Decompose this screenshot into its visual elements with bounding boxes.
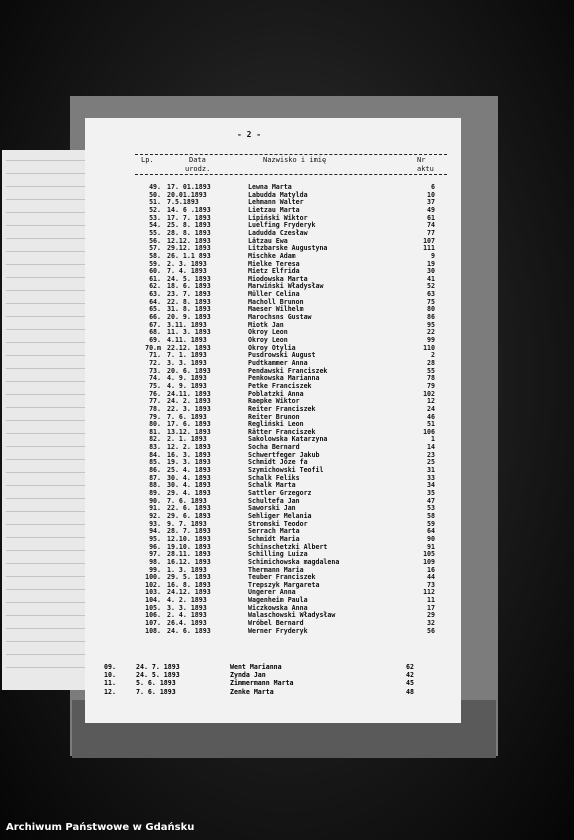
cell-akt: 42 (406, 671, 414, 680)
cell-date: 26. 1.1 893 (167, 251, 211, 260)
cell-name: Marochsns Gustaw (248, 313, 312, 322)
cell-name: Sattler Grzegorz (248, 489, 312, 497)
header-akt: Nr (417, 156, 426, 164)
cell-date: 28.11. 1893 (167, 550, 211, 559)
cell-date: 3. 3. 1893 (167, 603, 207, 612)
cell-akt: 86 (427, 313, 435, 322)
header-rule-bottom (135, 174, 447, 175)
cell-name: Pudtkammer Anna (248, 358, 308, 367)
cell-lp: 96. (149, 542, 161, 551)
cell-date: 22. 6. 1893 (167, 504, 211, 513)
table-row (85, 230, 461, 237)
cell-date: 24.12. 1893 (167, 588, 211, 597)
cell-lp: 94. (149, 527, 161, 536)
cell-date: 16.12. 1893 (167, 557, 211, 566)
cell-lp: 90. (149, 496, 161, 505)
header-akt-2: aktu (417, 165, 434, 173)
cell-date: 24. 7. 1893 (136, 663, 180, 671)
cell-date: 30. 4. 1893 (167, 473, 211, 482)
cell-akt: 25 (427, 458, 435, 467)
cell-name: Schimichowska magdalena (248, 557, 340, 566)
table-row (85, 406, 461, 413)
table-row (85, 314, 461, 321)
cell-lp: 72. (149, 358, 161, 367)
cell-akt: 75 (427, 297, 435, 306)
cell-name: Walaschowski Władysław (248, 611, 336, 620)
cell-lp: 49. (149, 183, 161, 191)
cell-lp: 103. (145, 588, 161, 597)
cell-akt: 6 (431, 183, 435, 191)
cell-date: 17. 7. 1893 (167, 213, 211, 222)
cell-name: Saworski Jan (248, 504, 296, 513)
cell-akt: 95 (427, 320, 435, 329)
cell-date: 25. 8. 1893 (167, 221, 211, 230)
cell-akt: 55 (427, 366, 435, 375)
cell-name: Wagenheim Paula (248, 596, 308, 605)
cell-date: 28. 7. 1893 (167, 527, 211, 536)
cell-name: Socha Bernard (248, 443, 300, 452)
cell-name: Sakolowska Katarzyna (248, 435, 328, 444)
cell-name: Okroy Otylia (248, 343, 296, 352)
cell-akt: 62 (406, 663, 414, 671)
cell-lp: 61. (149, 274, 161, 283)
cell-date: 22.12. 1893 (167, 343, 211, 352)
cell-lp: 58. (149, 251, 161, 260)
cell-date: 20.01.1893 (167, 190, 207, 199)
cell-akt: 45 (406, 679, 414, 688)
cell-akt: 79 (427, 381, 435, 390)
cell-name: Mietz Elfrida (248, 267, 300, 276)
cell-lp: 105. (145, 603, 161, 612)
cell-akt: 37 (427, 198, 435, 207)
cell-date: 26.4. 1893 (167, 619, 207, 628)
cell-lp: 75. (149, 381, 161, 390)
cell-akt: 58 (427, 511, 435, 520)
cell-akt: 102 (423, 389, 435, 398)
cell-lp: 97. (149, 550, 161, 559)
cell-date: 29. 6. 1893 (167, 511, 211, 520)
header-lp: Lp. (141, 156, 154, 164)
cell-akt: 107 (423, 236, 435, 245)
cell-lp: 11. (104, 679, 116, 688)
cell-lp: 57. (149, 244, 161, 253)
cell-date: 22. 8. 1893 (167, 297, 211, 306)
cell-akt: 29 (427, 611, 435, 620)
cell-date: 20. 6. 1893 (167, 366, 211, 375)
cell-lp: 102. (145, 580, 161, 589)
cell-lp: 56. (149, 236, 161, 245)
header-name: Nazwisko i imię (263, 156, 327, 164)
cell-name: Poblatzki Anna (248, 389, 304, 398)
cell-lp: 99. (149, 565, 161, 574)
cell-name: Okroy Leon (248, 336, 288, 344)
cell-date: 3. 3. 1893 (167, 358, 207, 367)
header-date: Data (189, 156, 206, 164)
table-row (104, 689, 424, 696)
cell-date: 7. 6. 1893 (167, 496, 207, 505)
cell-date: 13.12. 1893 (167, 427, 211, 436)
cell-lp: 69. (149, 336, 161, 344)
cell-date: 11. 3. 1893 (167, 328, 211, 337)
cell-akt: 16 (427, 565, 435, 574)
cell-lp: 59. (149, 259, 161, 268)
cell-lp: 76. (149, 389, 161, 398)
cell-date: 12.10. 1893 (167, 534, 211, 543)
cell-date: 24. 6. 1893 (167, 626, 211, 635)
cell-name: Pendawski Franciszek (248, 366, 328, 375)
table-row (85, 490, 461, 497)
table-row (85, 253, 461, 260)
table-row (104, 680, 424, 687)
cell-lp: 67. (149, 320, 161, 329)
cell-lp: 80. (149, 420, 161, 429)
cell-date: 19. 3. 1893 (167, 458, 211, 467)
cell-date: 12. 2. 1893 (167, 443, 211, 452)
cell-akt: 110 (423, 343, 435, 352)
cell-date: 24. 2. 1893 (167, 397, 211, 406)
cell-akt: 24 (427, 404, 435, 413)
cell-lp: 50. (149, 190, 161, 199)
cell-name: Schalk Feliks (248, 473, 300, 482)
cell-name: Mielke Teresa (248, 259, 300, 268)
cell-name: Raepke Wiktor (248, 397, 300, 406)
cell-lp: 53. (149, 213, 161, 222)
cell-date: 1. 3. 1893 (167, 565, 207, 574)
cell-akt: 30 (427, 267, 435, 276)
cell-akt: 64 (427, 527, 435, 536)
cell-akt: 35 (427, 489, 435, 497)
header-date-2: urodz. (185, 165, 211, 173)
cell-akt: 32 (427, 619, 435, 628)
cell-akt: 28 (427, 358, 435, 367)
cell-name: Miotk Jan (248, 320, 284, 329)
cell-lp: 88. (149, 481, 161, 490)
cell-date: 24. 5. 1893 (167, 274, 211, 283)
cell-lp: 82. (149, 435, 161, 444)
cell-name: Lipiński Wiktor (248, 213, 308, 222)
cell-name: Ungerer Anna (248, 588, 296, 597)
cell-akt: 106 (423, 427, 435, 436)
cell-lp: 71. (149, 351, 161, 360)
cell-name: Werner Fryderyk (248, 626, 308, 635)
cell-date: 3.11. 1893 (167, 320, 207, 329)
cell-akt: 56 (427, 626, 435, 635)
cell-akt: 112 (423, 588, 435, 597)
cell-date: 24.11. 1893 (167, 389, 211, 398)
cell-name: Maeser Wilhelm (248, 305, 304, 314)
cell-date: 2. 3. 1893 (167, 259, 207, 268)
cell-lp: 63. (149, 290, 161, 299)
cell-lp: 85. (149, 458, 161, 467)
cell-lp: 89. (149, 489, 161, 497)
cell-date: 7.5.1893 (167, 198, 199, 207)
cell-lp: 09. (104, 663, 116, 671)
cell-lp: 12. (104, 687, 116, 696)
cell-name: Serrach Marta (248, 527, 300, 536)
cell-lp: 66. (149, 313, 161, 322)
cell-name: Schilling Luiza (248, 550, 308, 559)
cell-name: Lehmann Walter (248, 198, 304, 207)
cell-name: Trepszyk Margareta (248, 580, 320, 589)
cell-lp: 100. (145, 573, 161, 582)
cell-lp: 73. (149, 366, 161, 375)
cell-name: Penkowska Marianna (248, 374, 320, 383)
cell-date: 4.11. 1893 (167, 336, 207, 344)
cell-lp: 62. (149, 282, 161, 291)
cell-name: Sehliger Melania (248, 511, 312, 520)
cell-akt: 41 (427, 274, 435, 283)
cell-akt: 10 (427, 190, 435, 199)
cell-lp: 51. (149, 198, 161, 207)
cell-akt: 34 (427, 481, 435, 490)
table-row (104, 672, 424, 679)
cell-akt: 111 (423, 244, 435, 253)
table-row (85, 559, 461, 566)
cell-lp: 106. (145, 611, 161, 620)
cell-lp: 65. (149, 305, 161, 314)
cell-name: Schwertfeger Jakub (248, 450, 320, 459)
cell-date: 22. 3. 1893 (167, 404, 211, 413)
cell-akt: 51 (427, 420, 435, 429)
cell-name: Went Marianna (230, 663, 282, 671)
cell-akt: 1 (431, 435, 435, 444)
cell-lp: 81. (149, 427, 161, 436)
cell-akt: 90 (427, 534, 435, 543)
cell-date: 31. 8. 1893 (167, 305, 211, 314)
cell-akt: 31 (427, 466, 435, 475)
cell-name: Litzbarske Augustyna (248, 244, 328, 253)
cell-akt: 105 (423, 550, 435, 559)
cell-akt: 61 (427, 213, 435, 222)
cell-date: 28. 8. 1893 (167, 228, 211, 237)
table-row (85, 184, 461, 191)
cell-name: Rätter Franciszek (248, 427, 316, 436)
cell-name: Reiter Brunon (248, 412, 300, 421)
cell-lp: 64. (149, 297, 161, 306)
cell-date: 16. 3. 1893 (167, 450, 211, 459)
cell-name: Reiter Franciszek (248, 404, 316, 413)
cell-date: 9. 7. 1893 (167, 519, 207, 528)
cell-akt: 33 (427, 473, 435, 482)
cell-akt: 109 (423, 557, 435, 566)
cell-lp: 55. (149, 228, 161, 237)
cell-name: Ladudda Czesław (248, 228, 308, 237)
cell-name: Zynda Jan (230, 671, 266, 680)
cell-lp: 78. (149, 404, 161, 413)
cell-date: 7. 6. 1893 (167, 412, 207, 421)
cell-name: Thermann Maria (248, 565, 304, 574)
table-row (85, 207, 461, 214)
cell-name: Zenke Marta (230, 687, 274, 696)
cell-date: 4. 2. 1893 (167, 596, 207, 605)
cell-name: Schultefa Jan (248, 496, 300, 505)
cell-name: Macholl Brunon (248, 297, 304, 306)
table-row (85, 536, 461, 543)
cell-name: Teuber Franciszek (248, 573, 316, 582)
cell-lp: 92. (149, 511, 161, 520)
cell-name: Regliński Leon (248, 420, 304, 429)
cell-lp: 95. (149, 534, 161, 543)
cell-date: 7. 6. 1893 (136, 687, 176, 696)
table-row (85, 467, 461, 474)
cell-lp: 77. (149, 397, 161, 406)
cell-akt: 22 (427, 328, 435, 337)
cell-date: 7. 1. 1893 (167, 351, 207, 360)
cell-akt: 11 (427, 596, 435, 605)
table-row (85, 628, 461, 635)
document-page (85, 118, 461, 723)
cell-akt: 19 (427, 259, 435, 268)
cell-akt: 52 (427, 282, 435, 291)
cell-akt: 23 (427, 450, 435, 459)
cell-lp: 83. (149, 443, 161, 452)
cell-name: Mischke Adam (248, 251, 296, 260)
cell-lp: 10. (104, 671, 116, 680)
cell-akt: 91 (427, 542, 435, 551)
cell-name: Lewna Marta (248, 183, 292, 191)
cell-date: 5. 6. 1893 (136, 679, 176, 688)
cell-akt: 63 (427, 290, 435, 299)
cell-name: Lietzau Marta (248, 205, 300, 214)
cell-date: 25. 4. 1893 (167, 466, 211, 475)
cell-date: 4. 9. 1893 (167, 374, 207, 383)
cell-lp: 54. (149, 221, 161, 230)
table-row (85, 513, 461, 520)
cell-lp: 68. (149, 328, 161, 337)
cell-name: Schmidt Józe fa (248, 458, 308, 467)
cell-akt: 46 (427, 412, 435, 421)
cell-name: Labudda Matylda (248, 190, 308, 199)
cell-name: Stromski Teodor (248, 519, 308, 528)
cell-akt: 48 (406, 687, 414, 696)
cell-date: 4. 9. 1893 (167, 381, 207, 390)
cell-date: 29. 5. 1893 (167, 573, 211, 582)
cell-date: 30. 4. 1893 (167, 481, 211, 490)
cell-name: Wróbel Bernard (248, 619, 304, 628)
archive-label: Archiwum Państwowe w Gdańsku (6, 822, 195, 833)
cell-name: Szymichowski Teofil (248, 466, 324, 475)
cell-date: 19.10. 1893 (167, 542, 211, 551)
cell-name: Marwiński Władysław (248, 282, 324, 291)
cell-lp: 60. (149, 267, 161, 276)
table-row (85, 383, 461, 390)
cell-lp: 70.m (145, 343, 161, 352)
cell-akt: 49 (427, 205, 435, 214)
cell-akt: 73 (427, 580, 435, 589)
cell-date: 18. 6. 1893 (167, 282, 211, 291)
cell-lp: 98. (149, 557, 161, 566)
cell-name: Schmidt Maria (248, 534, 300, 543)
cell-akt: 80 (427, 305, 435, 314)
cell-lp: 79. (149, 412, 161, 421)
cell-date: 23. 7. 1893 (167, 290, 211, 299)
cell-akt: 59 (427, 519, 435, 528)
table-row (85, 360, 461, 367)
cell-lp: 91. (149, 504, 161, 513)
cell-name: Okroy Leon (248, 328, 288, 337)
cell-date: 2. 4. 1893 (167, 611, 207, 620)
cell-date: 2. 1. 1893 (167, 435, 207, 444)
cell-name: Pusdrowski August (248, 351, 316, 360)
table-row (104, 664, 424, 671)
cell-name: Petke Franciszek (248, 381, 312, 390)
cell-date: 24. 5. 1893 (136, 671, 180, 680)
cell-lp: 108. (145, 626, 161, 635)
cell-date: 29.12. 1893 (167, 244, 211, 253)
cell-akt: 12 (427, 397, 435, 406)
cell-name: Wiczkowska Anna (248, 603, 308, 612)
cell-akt: 9 (431, 251, 435, 260)
cell-name: Lätzau Ewa (248, 236, 288, 245)
cell-name: Miodowska Marta (248, 274, 308, 283)
table-row (85, 337, 461, 344)
cell-akt: 2 (431, 351, 435, 360)
cell-lp: 84. (149, 450, 161, 459)
cell-akt: 77 (427, 228, 435, 237)
cell-akt: 78 (427, 374, 435, 383)
cell-date: 29. 4. 1893 (167, 489, 211, 497)
cell-lp: 86. (149, 466, 161, 475)
cell-date: 16. 8. 1893 (167, 580, 211, 589)
cell-name: Luelfing Fryderyk (248, 221, 316, 230)
cell-akt: 44 (427, 573, 435, 582)
cell-date: 7. 4. 1893 (167, 267, 207, 276)
cell-akt: 17 (427, 603, 435, 612)
cell-name: Müller Celina (248, 290, 300, 299)
cell-date: 17. 01.1893 (167, 183, 211, 191)
cell-date: 14. 6 .1893 (167, 205, 211, 214)
header-rule-top (135, 154, 447, 155)
cell-lp: 93. (149, 519, 161, 528)
cell-akt: 74 (427, 221, 435, 230)
cell-akt: 53 (427, 504, 435, 513)
page-number: - 2 - (237, 130, 262, 139)
cell-date: 17. 6. 1893 (167, 420, 211, 429)
cell-lp: 52. (149, 205, 161, 214)
cell-lp: 74. (149, 374, 161, 383)
cell-date: 12.12. 1893 (167, 236, 211, 245)
cell-name: Schalk Marta (248, 481, 296, 490)
cell-lp: 107. (145, 619, 161, 628)
cell-name: Zimmermann Marta (230, 679, 294, 688)
cell-lp: 104. (145, 596, 161, 605)
cell-akt: 14 (427, 443, 435, 452)
cell-name: Schinschetzki Albert (248, 542, 328, 551)
cell-akt: 99 (427, 336, 435, 344)
table-row (85, 620, 461, 627)
cell-akt: 47 (427, 496, 435, 505)
cell-lp: 87. (149, 473, 161, 482)
cell-date: 20. 9. 1893 (167, 313, 211, 322)
